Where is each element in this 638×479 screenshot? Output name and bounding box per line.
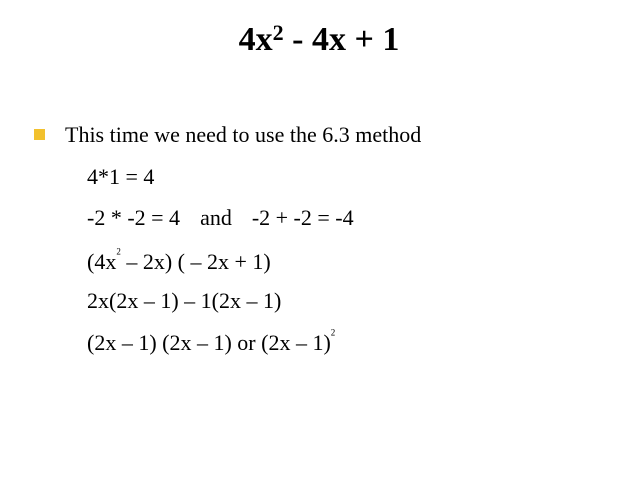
- step-line-1: 4*1 = 4: [87, 164, 155, 189]
- step-line-5: [87, 327, 336, 356]
- step-2-and: and: [200, 205, 232, 230]
- title-base: 4x: [238, 21, 273, 58]
- title-rest: - 4x + 1: [283, 21, 400, 58]
- step-2-product: -2 * -2 = 4: [87, 205, 181, 230]
- slide-title: [0, 18, 638, 62]
- step-3-exponent: 2: [116, 246, 121, 257]
- step-3-part-b: – 2x) ( – 2x + 1): [120, 249, 271, 274]
- step-3-part-a: (4x: [87, 249, 117, 274]
- step-5-exponent: 2: [330, 327, 336, 338]
- title-exponent: 2: [272, 20, 284, 46]
- step-line-3: [87, 246, 271, 275]
- step-2-sum: -2 + -2 = -4: [251, 205, 354, 230]
- square-bullet-icon: [34, 129, 45, 140]
- step-line-2: [87, 205, 354, 231]
- step-5-text: (2x – 1) (2x – 1) or (2x – 1): [87, 330, 331, 355]
- bullet-text: This time we need to use the 6.3 method: [65, 122, 422, 147]
- step-line-4: 2x(2x – 1) – 1(2x – 1): [87, 288, 282, 313]
